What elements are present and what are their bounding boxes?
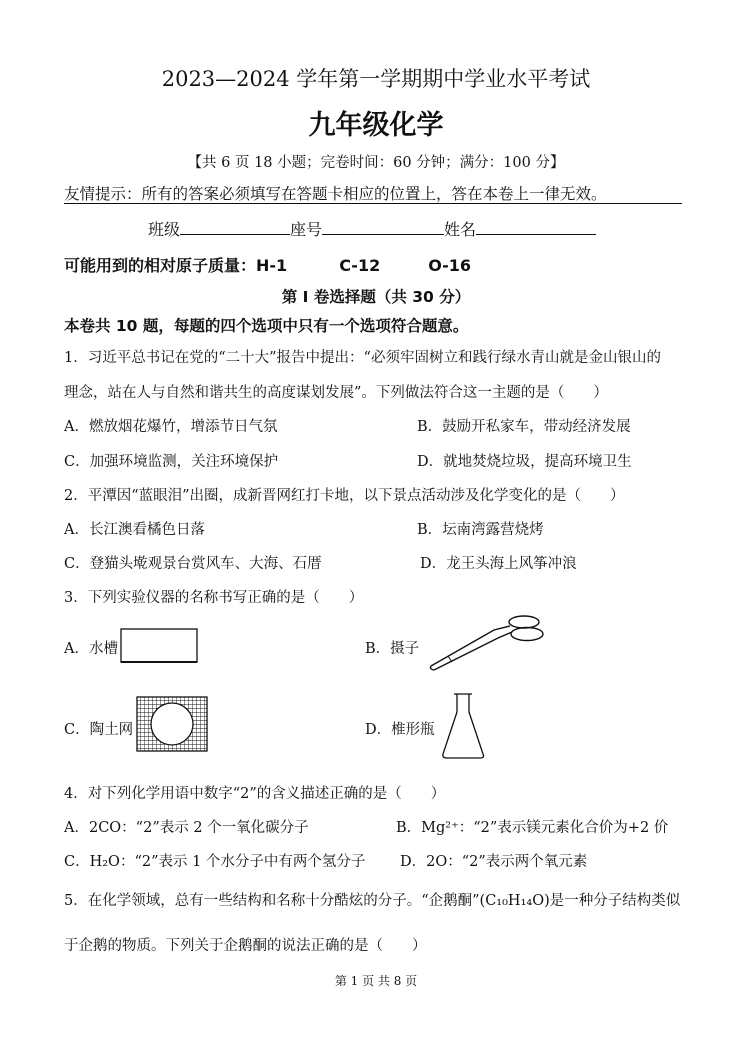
student-fields	[148, 216, 596, 240]
q2-option-a: A．长江澳看橘色日落	[64, 522, 205, 538]
section-title: 第 I 卷选择题（共 30 分）	[281, 288, 471, 306]
q4-option-c: C．H₂O：“2”表示 1 个水分子中有两个氢分子	[64, 854, 366, 870]
q3-option-a: A．水槽	[64, 641, 118, 657]
q3-option-c: C．陶土网	[64, 722, 134, 738]
q2-option-c: C．登猫头墘观景台赏风车、大海、石厝	[64, 556, 322, 572]
q2-option-b: B．坛南湾露营烧烤	[417, 522, 544, 538]
seat-blank[interactable]	[322, 216, 444, 235]
q3-option-b: B．摄子	[365, 641, 420, 657]
q1-line-2: 理念，站在人与自然和谐共生的高度谋划发展”。下列做法符合这一主题的是（ ）	[64, 385, 608, 401]
class-blank[interactable]	[180, 216, 290, 235]
q5-line-2: 于企鹅的物质。下列关于企鹅酮的说法正确的是（ ）	[64, 938, 427, 954]
q4-option-d: D．2O：“2”表示两个氧元素	[400, 854, 588, 870]
q5-line-1: 5．在化学领域，总有一些结构和名称十分酷炫的分子。“企鹅酮”(C₁₀H₁₄O)是一种分子结构类似	[64, 893, 681, 909]
conical-flask-image	[440, 692, 494, 762]
q3-option-d: D．椎形瓶	[365, 722, 435, 738]
water-trough-image	[120, 628, 200, 666]
ceramic-gauze-image	[136, 696, 210, 754]
exam-title: 2023—2024 学年第一学期期中学业水平考试	[161, 67, 591, 91]
friendly-tip: 友情提示：所有的答案必须填写在答题卡相应的位置上，答在本卷上一律无效。	[64, 185, 607, 203]
q1-option-a: A．燃放烟花爆竹，增添节日气氛	[64, 419, 278, 435]
q2-option-d: D．龙王头海上风筝冲浪	[420, 556, 577, 572]
subject-title: 九年级化学	[308, 110, 444, 141]
tip-underline	[64, 203, 682, 204]
tongs-image	[428, 612, 548, 674]
q4-option-b: B．Mg²⁺：“2”表示镁元素化合价为+2 价	[396, 820, 669, 836]
q1-option-c: C．加强环境监测，关注环境保护	[64, 454, 279, 470]
atomic-mass-label: 可能用到的相对原子质量：	[64, 256, 257, 275]
exam-info: 【共 6 页 18 小题；完卷时间：60 分钟；满分：100 分】	[187, 155, 565, 171]
q4-option-a: A．2CO：“2”表示 2 个一氧化碳分子	[64, 820, 309, 836]
name-label: 姓名	[444, 220, 477, 239]
atomic-mass-line	[64, 253, 471, 276]
page-footer: 第 1 页 共 8 页	[334, 974, 418, 988]
q1-line-1: 1．习近平总书记在党的“二十大”报告中提出：“必须牢固树立和践行绿水青山就是金山银山的	[64, 350, 661, 366]
q1-option-d: D．就地焚烧垃圾，提高环境卫生	[417, 454, 632, 470]
section-instruction: 本卷共 10 题，每题的四个选项中只有一个选项符合题意。	[64, 317, 469, 335]
class-label: 班级	[148, 220, 181, 239]
atomic-mass-c: C-12	[339, 256, 381, 275]
name-blank[interactable]	[476, 216, 596, 235]
seat-label: 座号	[290, 220, 323, 239]
q1-option-b: B．鼓励开私家车，带动经济发展	[417, 419, 631, 435]
q2-line-1: 2．平潭因“蓝眼泪”出圈，成新晋网红打卡地，以下景点活动涉及化学变化的是（ ）	[64, 488, 625, 504]
atomic-mass-o: O-16	[428, 256, 472, 275]
q4-line-1: 4．对下列化学用语中数字“2”的含义描述正确的是（ ）	[64, 786, 446, 802]
atomic-mass-h: H-1	[256, 256, 288, 275]
q3-line-1: 3．下列实验仪器的名称书写正确的是（ ）	[64, 590, 364, 606]
